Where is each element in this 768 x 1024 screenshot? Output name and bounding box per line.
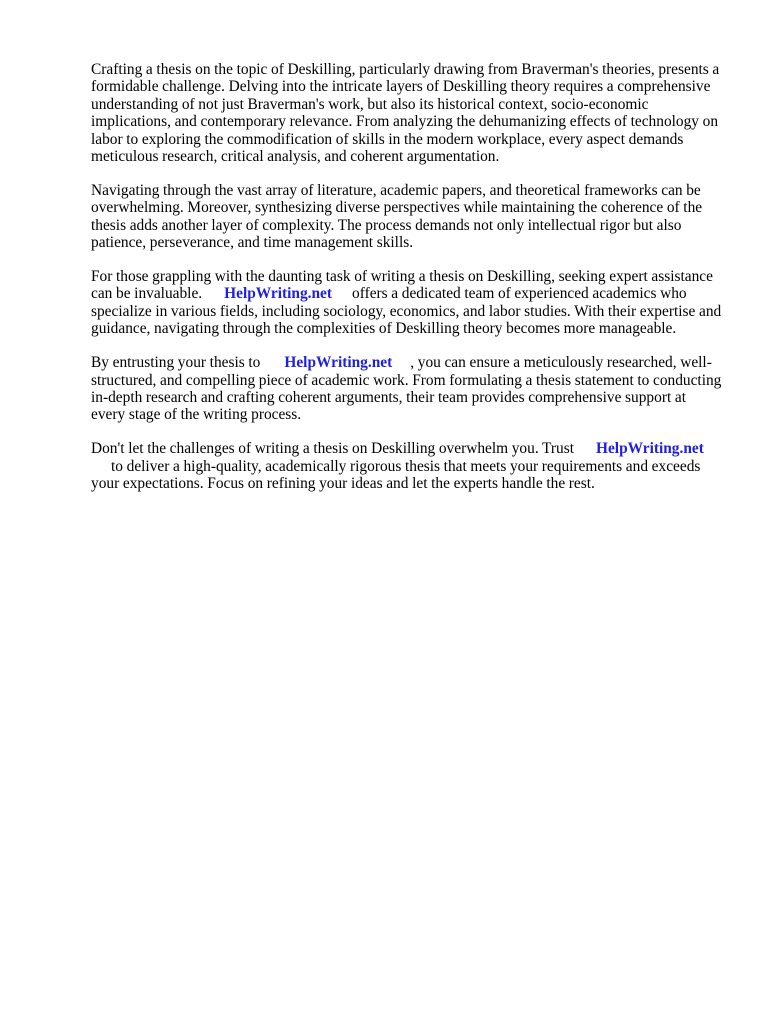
helpwriting-link[interactable]: HelpWriting.net	[595, 440, 704, 458]
paragraph-closing-text-start: Don't let the challenges of writing a thesis on Deskilling overwhelm you. Trust	[91, 440, 574, 458]
paragraph-entrusting-text-end: , you can ensure a meticulously researched, well-structured, and compelling piece of academic work. From formulating a thesis statement to conducting in-depth research and crafting coherent arguments, their team provides comprehensive support at every stage of the writing process.	[91, 354, 722, 424]
paragraph-assistance-text-start: For those grappling with the daunting task of writing a thesis on Deskilling, seeking expert assistance can be invaluable.	[91, 268, 713, 303]
paragraph-assistance	[91, 268, 723, 338]
paragraph-entrusting-text-start: By entrusting your thesis to	[91, 354, 261, 372]
paragraph-closing-text-end: to deliver a high-quality, academically rigorous thesis that meets your requirements and exceeds your expectations. Focus on refining your ideas and let the experts handle the rest.	[91, 457, 701, 493]
paragraph-assistance-text-end: offers a dedicated team of experienced academics who specialize in various fields, including sociology, economics, and labor studies. With their expertise and guidance, navigating through the complexities of Deskilling theory becomes more manageable.	[91, 285, 722, 338]
paragraph-entrusting	[91, 354, 723, 424]
paragraph-intro: Crafting a thesis on the topic of Deskilling, particularly drawing from Braverman's theories, presents a formidable challenge. Delving into the intricate layers of Deskilling theory requires a comprehensive understanding of not just Braverman's work, but also its historical context, socio-economic implications, and contemporary relevance. From analyzing the dehumanizing effects of technology on labor to exploring the commodification of skills in the modern workplace, every aspect demands meticulous research, critical analysis, and coherent argumentation.	[91, 61, 720, 166]
document-body	[91, 61, 723, 509]
paragraph-challenges: Navigating through the vast array of literature, academic papers, and theoretical frameworks can be overwhelming. Moreover, synthesizing diverse perspectives while maintaining the coherence of the thesis adds another layer of complexity. The process demands not only intellectual rigor but also patience, perseverance, and time management skills.	[91, 181, 703, 252]
helpwriting-link[interactable]: HelpWriting.net	[224, 285, 333, 303]
helpwriting-link[interactable]: HelpWriting.net	[284, 354, 393, 372]
paragraph-closing	[91, 440, 723, 492]
